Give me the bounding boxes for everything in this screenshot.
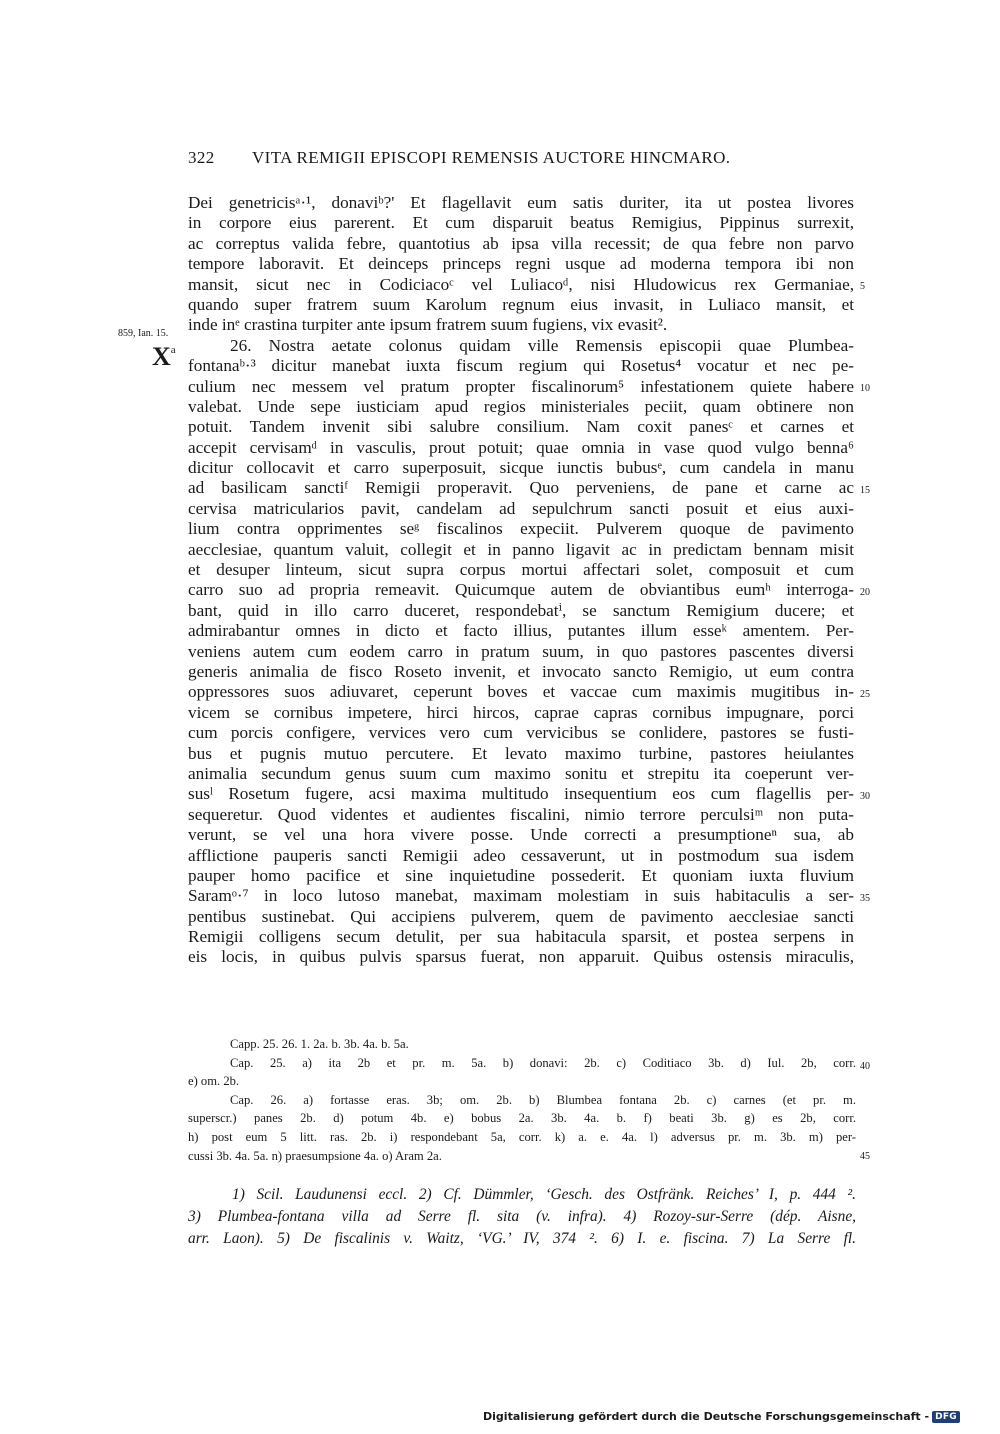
- footnote-line: 1) Scil. Laudunensi eccl. 2) Cf. Dümmler, ‘Gesch. des Ostfränk. Reiches’ I, p. 444 ².: [232, 1186, 856, 1203]
- text-line: pentibus sustinebat. Qui accipiens pulverem, quem de pavimento aecclesiae sancti: [188, 906, 854, 926]
- section-mark-letter: X: [152, 342, 171, 371]
- text-line: afflictione pauperis sancti Remigii adeo cessaverunt, ut in postmodum sua isdem: [188, 845, 854, 865]
- apparatus-cap25-line1: Cap. 25. a) ita 2b et pr. m. 5a. b) donavi: 2b. c) Coditiaco 3b. d) Iul. 2b, corr.: [230, 1055, 856, 1070]
- text-line: bant, quid in illo carro duceret, respondebatⁱ, se sanctum Remigium ducere; et: [188, 600, 854, 620]
- text-line: cum porcis configere, vervices vero cum vervicibus se conlidere, pastores se fusti-: [188, 723, 854, 743]
- line-number: 25: [860, 688, 870, 700]
- line-number: 10: [860, 382, 870, 394]
- text-line: fontanaᵇ·³ dicitur manebat iuxta fiscum regium qui Rosetus⁴ vocatur et nec pe-: [188, 356, 854, 376]
- text-line: veniens autem cum eodem carro in pratum suum, in quo pastores pascentes diversi: [188, 641, 854, 661]
- apparatus-cap26-line2: superscr.) panes 2b. d) potum 4b. e) bobus 2a. 3b. 4a. b. f) beati 3b. g) es 2b, corr.: [188, 1111, 856, 1126]
- text-line: verunt, se vel una hora vivere posse. Unde correcti a presumptioneⁿ sua, ab: [188, 825, 854, 845]
- text-line: quando super fratrem suum Karolum regnum eius invasit, in Luliaco mansit, et: [188, 294, 854, 314]
- text-line: in corpore eius parerent. Et cum disparuit beatus Remigius, Pippinus surrexit,: [188, 213, 854, 233]
- apparatus-cap25-line2: e) om. 2b.: [188, 1074, 240, 1089]
- text-line: ac correptus valida febre, quantotius ab ipsa villa recessit; de qua febre non parvo: [188, 233, 854, 253]
- margin-date-note: 859, Ian. 15.: [118, 328, 169, 339]
- footnotes: [188, 1184, 856, 1250]
- dfg-logo-icon: DFG: [932, 1411, 960, 1423]
- text-line: et desuper linteum, sicut supra corpus mortui affectari solet, composuit et cum: [188, 560, 854, 580]
- text-line: 26. Nostra aetate colonus quidam ville Remensis episcopii quae Plumbea-: [230, 335, 854, 355]
- line-number: 15: [860, 484, 870, 496]
- text-line: bus et pugnis mutuo percutere. Et levato maximo turbine, pastores heiulantes: [188, 743, 854, 763]
- page-number: 322: [188, 148, 215, 167]
- text-line: vicem se cornibus impetere, hirci hircos, caprae capras cornibus impugnare, porci: [188, 702, 854, 722]
- text-line: tempore laboravit. Et deinceps princeps regni usque ad moderna tempora ibi non: [188, 254, 854, 274]
- page-header: [188, 148, 856, 174]
- text-line: accepit cervisamᵈ in vasculis, prout potuit; quae omnia in vase quod vulgo benna⁶: [188, 437, 854, 457]
- text-line: inde inᵉ crastina turpiter ante ipsum fratrem suum fugiens, vix evasit².: [188, 315, 668, 335]
- text-line: oppressores suos adiuvaret, ceperunt boves et vaccae cum maximis mugitibus in-: [188, 682, 854, 702]
- apparatus-line-number: 45: [860, 1151, 870, 1162]
- text-line: ad basilicam sanctiᶠ Remigii properavit. Quo perveniens, de pane et carne ac: [188, 478, 854, 498]
- margin-section-mark: [152, 342, 176, 372]
- text-line: Saramᵒ·⁷ in loco lutoso manebat, maximam molestiam in suis habitaculis a ser-: [188, 886, 854, 906]
- line-number: 30: [860, 790, 870, 802]
- apparatus-cap26-line4: cussi 3b. 4a. 5a. n) praesumpsione 4a. o) Aram 2a.: [188, 1148, 442, 1163]
- line-number: 20: [860, 586, 870, 598]
- text-line: Dei genetricisᵃ·¹, donaviᵇ?' Et flagellavit eum satis duriter, ita ut postea livores: [188, 193, 854, 212]
- line-number: 5: [860, 280, 865, 292]
- text-line: culium nec messem vel pratum propter fiscalinorum⁵ infestationem quiete habere: [188, 376, 854, 396]
- text-line: generis animalia de fisco Roseto invenit, et invocato sancto Remigio, ut eum contra: [188, 661, 854, 681]
- text-line: valebat. Unde sepe iusticiam apud regios ministeriales peciit, quam obtinere non: [188, 396, 854, 416]
- apparatus-cap26-line1: Cap. 26. a) fortasse eras. 3b; om. 2b. b) Blumbea fontana 2b. c) carnes (et pr. m.: [230, 1092, 856, 1107]
- text-line: eis locis, in quibus pulvis sparsus fuerat, non apparuit. Quibus ostensis miraculis,: [188, 947, 854, 967]
- text-line: Remigii colligens secum detulit, per sua habitacula sparsit, et postea serpens in: [188, 927, 854, 947]
- text-line: sequeretur. Quod videntes et audientes fiscalini, nimio terrore perculsiᵐ non puta-: [188, 804, 854, 824]
- footer-credit-text: Digitalisierung gefördert durch die Deutsche Forschungsgemeinschaft -: [483, 1410, 930, 1423]
- critical-apparatus: [188, 1035, 856, 1165]
- text-line: aecclesiae, quantum valuit, collegit et in panno ligavit ac in predictam bennam misit: [188, 539, 854, 559]
- line-number: 35: [860, 892, 870, 904]
- text-line: carro suo ad propria remeavit. Quicumque autem de obviantibus eumʰ interroga-: [188, 580, 854, 600]
- text-line: pauper homo pacifice et sine inquietudine possederit. Et quoniam iuxta fluvium: [188, 865, 854, 885]
- text-line: susˡ Rosetum fugere, acsi maxima multitudo insequentium eos cum flagellis per-: [188, 784, 854, 804]
- section-mark-sup: a: [170, 344, 176, 356]
- apparatus-line-number: 40: [860, 1061, 870, 1072]
- footnote-line: 3) Plumbea-fontana villa ad Serre fl. sita (v. infra). 4) Rozoy-sur-Serre (dép. Aisne,: [188, 1208, 856, 1225]
- text-line: dicitur collocavit et carro superposuit, sicque iunctis bubusᵉ, cum candela in manu: [188, 458, 854, 478]
- running-title: VITA REMIGII EPISCOPI REMENSIS AUCTORE HINCMARO.: [252, 148, 731, 167]
- text-line: lium contra opprimentes seᵍ fiscalinos expeciit. Pulverem quoque de pavimento: [188, 519, 854, 539]
- text-line: animalia secundum genus suum cum maximo sonitu et strepitu ita coeperunt ver-: [188, 763, 854, 783]
- footer-credit: [483, 1410, 960, 1423]
- footnote-line: arr. Laon). 5) De fiscalinis v. Waitz, ‘VG.’ IV, 374 ². 6) I. e. fiscina. 7) La Serre fl.: [188, 1230, 856, 1247]
- text-line: potuit. Tandem invenit sibi salubre consilium. Nam coxit panesᶜ et carnes et: [188, 417, 854, 437]
- apparatus-cap26-line3: h) post eum 5 litt. ras. 2b. i) respondebant 5a, corr. k) a. e. 4a. l) adversus pr. m. 3b. m) per-: [188, 1129, 856, 1144]
- text-line: cervisa matricularios pavit, candelam ad sepulchrum sancti posuit et eius auxi-: [188, 498, 854, 518]
- text-line: mansit, sicut nec in Codiciacoᶜ vel Luliacoᵈ, nisi Hludowicus rex Germaniae,: [188, 274, 854, 294]
- apparatus-capp-line: Capp. 25. 26. 1. 2a. b. 3b. 4a. b. 5a.: [230, 1037, 409, 1051]
- main-text-body: [188, 193, 854, 968]
- text-line: admirabantur omnes in dicto et facto illius, putantes illum esseᵏ amentem. Per-: [188, 621, 854, 641]
